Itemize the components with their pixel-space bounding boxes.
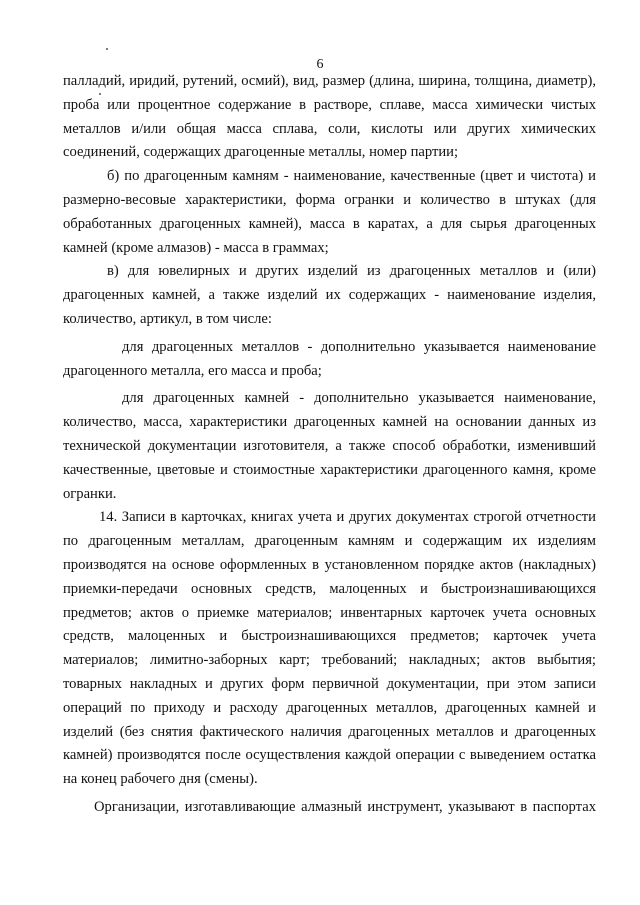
text-line: проба или процентное содержание в растворе, сплаве, масса химически чистых — [63, 96, 596, 113]
text-line: в) для ювелирных и других изделий из драгоценных металлов и (или) — [107, 263, 596, 280]
document-body — [63, 70, 596, 820]
text-line: изделий (без снятия фактического наличия драгоценных металлов и драгоценных — [63, 723, 596, 740]
text-line: приемки-передачи основных средств, малоценных и быстроизнашивающихся — [63, 580, 596, 597]
text-line: палладий, иридий, рутений, осмий), вид, размер (длина, ширина, толщина, диаметр), — [63, 73, 596, 89]
text-line: средств, малоценных и быстроизнашивающихся предметов; карточек учета — [63, 628, 596, 645]
text-line: производятся на основе оформленных в установленном порядке актов (накладных) — [63, 556, 596, 573]
text-line: качественные, цветовые и стоимостные характеристики драгоценного камня, кроме — [63, 461, 596, 478]
text-line: материалов; лимитно-заборных карт; требований; накладных; актов выбытия; — [63, 652, 596, 669]
text-line: количество, артикул, в том числе: — [63, 310, 272, 327]
text-line: по драгоценным металлам, драгоценным камням и содержащим их изделиям — [63, 533, 596, 550]
text-line: для драгоценных камней - дополнительно указывается наименование, — [122, 390, 596, 407]
text-line: количество, масса, характеристики драгоценных камней на основании данных из — [63, 414, 596, 431]
text-line: товарных накладных и других форм первичной документации, при этом записи — [63, 675, 596, 692]
scan-speck — [106, 48, 108, 50]
text-line: операций по приходу и расходу драгоценных металлов, драгоценных камней и — [63, 699, 596, 716]
text-line: Организации, изготавливающие алмазный инструмент, указывают в паспортах — [94, 798, 596, 815]
text-line: размерно-весовые характеристики, форма огранки и количество в штуках (для — [63, 191, 596, 208]
text-line: драгоценного металла, его масса и проба; — [63, 362, 322, 379]
text-line: предметов; актов о приемке материалов; инвентарных карточек учета основных — [63, 604, 596, 621]
text-line: огранки. — [63, 485, 117, 502]
text-line: б) по драгоценным камням - наименование, качественные (цвет и чистота) и — [107, 168, 596, 185]
page-number: 6 — [316, 57, 324, 72]
text-line: технической документации изготовителя, а также способ обработки, изменивший — [63, 437, 596, 454]
text-line: камней) производятся после осуществления каждой операции с выведением остатка — [63, 747, 596, 764]
text-line: соединений, содержащих драгоценные металлы, номер партии; — [63, 144, 459, 161]
text-line: драгоценных камней, а также изделий их содержащих - наименование изделия, — [63, 287, 596, 304]
text-line: камней (кроме алмазов) - масса в граммах; — [63, 239, 329, 256]
text-line: 14. Записи в карточках, книгах учета и других документах строгой отчетности — [99, 509, 596, 526]
text-line: металлов и/или общая масса сплава, соли, кислоты или других химических — [63, 120, 596, 137]
text-line: для драгоценных металлов - дополнительно указывается наименование — [122, 338, 596, 355]
text-line: на конец рабочего дня (смены). — [63, 771, 258, 788]
text-line: обработанных драгоценных камней), масса в каратах, а для сырья драгоценных — [63, 215, 596, 232]
